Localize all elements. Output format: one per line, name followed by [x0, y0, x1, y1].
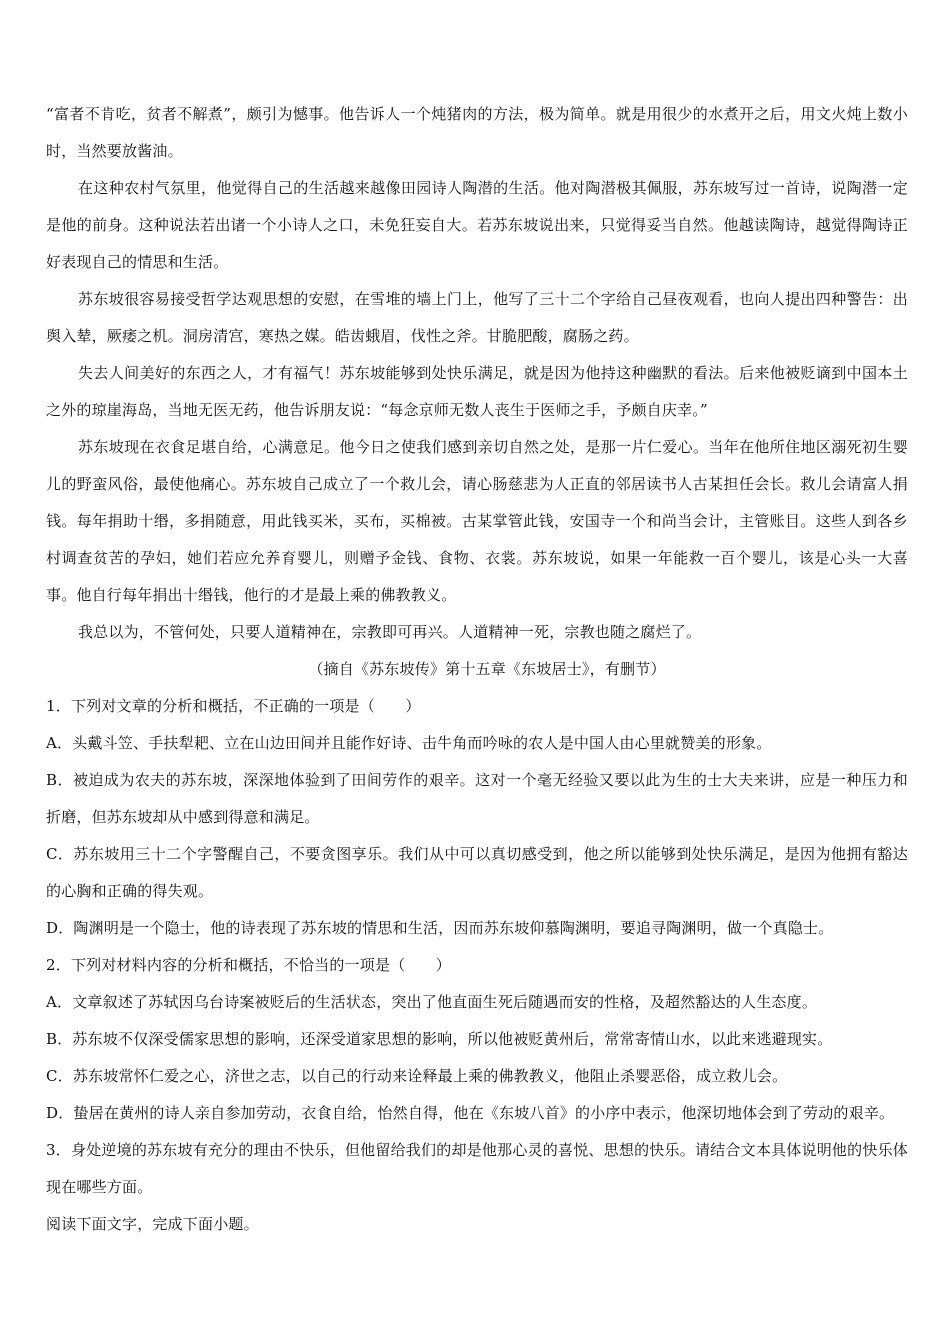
passage-source: （摘自《苏东坡传》第十五章《东坡居士》，有删节）: [308, 660, 666, 678]
question-2-option-a: A．文章叙述了苏轼因乌台诗案被贬后的生活状态，突出了他直面生死后随遇而安的性格，及超然豁达的人生态度。: [46, 993, 818, 1011]
question-3-stem: 3．身处逆境的苏东坡有充分的理由不快乐，但他留给我们的却是他那心灵的喜悦、思想的快乐。请结合文本具体说明他的快乐体现在哪些方面。: [46, 1141, 908, 1196]
question-2-option-b: B．苏东坡不仅深受儒家思想的影响，还深受道家思想的影响，所以他被贬黄州后，常常寄情山水，以此来逃避现实。: [46, 1030, 833, 1048]
next-section-instruction: 阅读下面文字，完成下面小题。: [46, 1215, 259, 1233]
question-2-option-c: C．苏东坡常怀仁爱之心，济世之志，以自己的行动来诠释最上乘的佛教教义，他阻止杀婴恶俗，成立救儿会。: [46, 1067, 788, 1085]
question-1-option-b: B．被迫成为农夫的苏东坡，深深地体验到了田间劳作的艰辛。这对一个毫无经验又要以此为生的士大夫来讲，应是一种压力和折磨，但苏东坡却从中感到得意和满足。: [46, 771, 908, 826]
passage-paragraph: 苏东坡现在衣食足堪自给，心满意足。他今日之使我们感到亲切自然之处，是那一片仁爱心。当年在他所住地区溺死初生婴儿的野蛮风俗，最使他痛心。苏东坡自己成立了一个救儿会，请心肠慈悲为人正直的邻居读书人古某担任会长。救儿会请富人捐钱。每年捐助十缗，多捐随意，用此钱买米，买布，买棉被。古某掌管此钱，安国寺一个和尚当会计，主管账目。这些人到各乡村调查贫苦的孕妇，她们若应允养育婴儿，则赠予金钱、食物、衣裳。苏东坡说，如果一年能救一百个婴儿，该是心头一大喜事。他自行每年捐出十缗钱，他行的才是最上乘的佛教教义。: [46, 438, 908, 604]
passage-paragraph: “富者不肯吃，贫者不解煮”，颇引为憾事。他告诉人一个炖猪肉的方法，极为简单。就是用很少的水煮开之后，用文火炖上数小时，当然要放酱油。: [46, 105, 908, 160]
passage-paragraph: 在这种农村气氛里，他觉得自己的生活越来越像田园诗人陶潜的生活。他对陶潜极其佩服，苏东坡写过一首诗，说陶潜一定是他的前身。这种说法若出诸一个小诗人之口，未免狂妄自大。若苏东坡说出来，只觉得妥当自然。他越读陶诗，越觉得陶诗正好表现自己的情思和生活。: [46, 179, 908, 271]
passage-paragraph: 我总以为，不管何处，只要人道精神在，宗教即可再兴。人道精神一死，宗教也随之腐烂了。: [78, 623, 702, 641]
question-2-stem: 2．下列对材料内容的分析和概括，不恰当的一项是（ ）: [46, 956, 451, 974]
question-1-option-a: A．头戴斗笠、手扶犁耙、立在山边田间并且能作好诗、击牛角而吟咏的农人是中国人由心里就赞美的形象。: [46, 734, 772, 752]
question-1-stem: 1．下列对文章的分析和概括，不正确的一项是（ ）: [46, 697, 421, 715]
passage-paragraph: 苏东坡很容易接受哲学达观思想的安慰，在雪堆的墙上门上，他写了三十二个字给自己昼夜观看，也向人提出四种警告：出舆入辇，厥痿之机。洞房清宫，寒热之媒。皓齿蛾眉，伐性之斧。甘脆肥酸，腐肠之药。: [46, 290, 908, 345]
question-1-option-d: D．陶渊明是一个隐士，他的诗表现了苏东坡的情思和生活，因而苏东坡仰慕陶渊明，要追寻陶渊明，做一个真隐士。: [46, 919, 834, 937]
document-page: [46, 96, 908, 1243]
question-1-option-c: C．苏东坡用三十二个字警醒自己，不要贪图享乐。我们从中可以真切感受到，他之所以能够到处快乐满足，是因为他拥有豁达的心胸和正确的得失观。: [46, 845, 908, 900]
question-2-option-d: D．蛰居在黄州的诗人亲自参加劳动，衣食自给，怡然自得，他在《东坡八首》的小序中表示，他深切地体会到了劳动的艰辛。: [46, 1104, 895, 1122]
passage-paragraph: 失去人间美好的东西之人，才有福气！苏东坡能够到处快乐满足，就是因为他持这种幽默的看法。后来他被贬谪到中国本土之外的琼崖海岛，当地无医无药，他告诉朋友说：“每念京师无数人丧生于医师之手，予颇自庆幸。”: [46, 364, 908, 419]
